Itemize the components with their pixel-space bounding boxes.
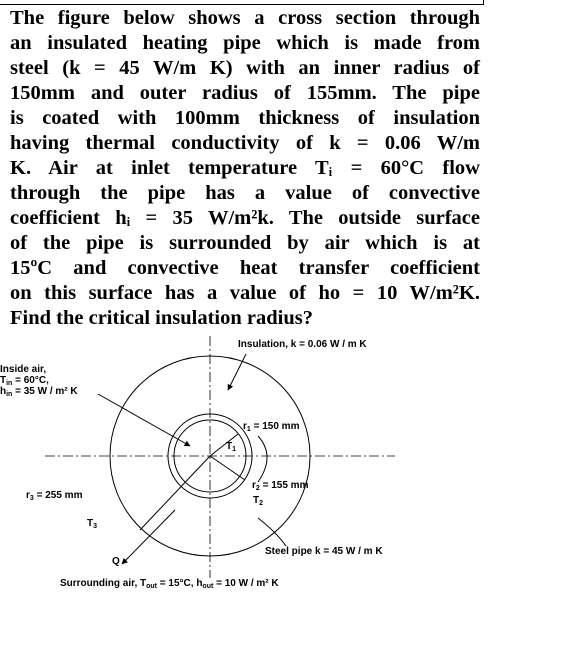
- pipe-cross-section-figure: [0, 332, 568, 661]
- problem-statement: [10, 6, 480, 331]
- problem-line: coefficient hᵢ = 35 W/m²k. The outside surface: [10, 207, 480, 229]
- problem-line: 150mm and outer radius of 155mm. The pipe: [10, 82, 480, 104]
- problem-line: is coated with 100mm thickness of insulation: [10, 107, 480, 129]
- r1-label: $r_1 = 150$ mm: [243, 421, 300, 433]
- problem-line: 15ºC and convective heat transfer coefficient: [10, 257, 480, 279]
- problem-line: The figure below shows a cross section through: [10, 7, 480, 29]
- surrounding-air-label: Surrounding air, $T_{out} = 15^\circ C$, $h_{out} = 10$ W / m² K: [60, 578, 279, 590]
- r2-label: $r_2 = 155$ mm: [252, 480, 309, 492]
- problem-line: on this surface has a value of ho = 10 W/m²K.: [10, 282, 480, 304]
- t1-label: $T_1$: [226, 441, 237, 453]
- problem-line: an insulated heating pipe which is made from: [10, 32, 480, 54]
- t3-label: $T_3$: [87, 518, 98, 530]
- steel-pipe-label: Steel pipe k = 45 W / m K: [265, 546, 383, 557]
- inside-air-line1: Inside air,: [0, 364, 47, 375]
- r3-label: $r_3 = 255$ mm: [26, 490, 83, 502]
- problem-line: having thermal conductivity of k = 0.06 W/m: [10, 132, 480, 154]
- heat-flow-arrow: [122, 510, 175, 564]
- problem-line: steel (k = 45 W/m K) with an inner radius of: [10, 57, 480, 79]
- r3-radius-line: [140, 456, 210, 530]
- problem-line: of the pipe is surrounded by air which is at: [10, 232, 480, 254]
- problem-line: K. Air at inlet temperature Tᵢ = 60°C flow: [10, 157, 480, 179]
- top-border: [0, 0, 484, 5]
- inside-air-hin: $h_{in} = 35$ W / m² K: [0, 386, 78, 398]
- insulation-label: Insulation, k = 0.06 W / m K: [238, 339, 367, 350]
- t2-label: $T_2$: [253, 495, 264, 507]
- problem-line: through the pipe has a value of convective: [10, 182, 480, 204]
- inside-air-tin: $T_{in} = 60^\circ C$,: [0, 375, 49, 387]
- problem-line: Find the critical insulation radius?: [10, 307, 313, 329]
- r2-radius-line: [210, 456, 245, 480]
- q-label: Q: [112, 556, 120, 567]
- r2-dimension-curve: [258, 436, 267, 482]
